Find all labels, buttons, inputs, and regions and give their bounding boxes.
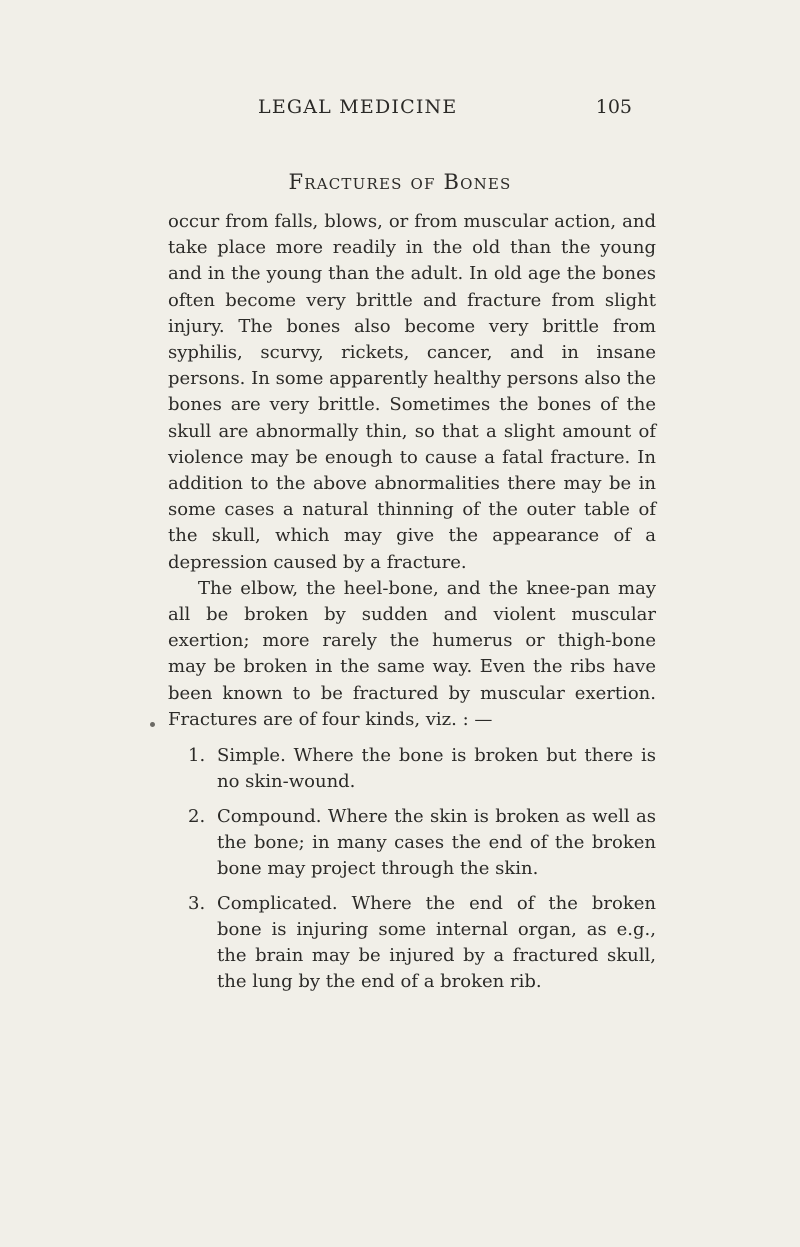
body-text [168, 209, 656, 1004]
list-item-number: 2. [188, 806, 206, 828]
list-item-number: 1. [188, 745, 206, 767]
running-title: LEGAL MEDICINE [258, 96, 458, 118]
margin-mark [150, 722, 155, 727]
section-heading: Fractures of Bones [288, 170, 512, 194]
list-item-number: 3. [188, 893, 206, 915]
list-item-text: Compound. Where the skin is broken as well as the bone; in many cases the end of the broken bone may project through the skin. [217, 806, 656, 880]
running-head [258, 96, 632, 124]
list-item [168, 891, 656, 995]
list-item-text: Complicated. Where the end of the broken bone is injuring some internal organ, as e.g., the brain may be injured by a fractured skull, the lung by the end of a broken rib. [217, 893, 656, 993]
page-number: 105 [595, 96, 632, 118]
list-item [168, 743, 656, 795]
fracture-kinds-list [168, 743, 656, 995]
paragraph-1: occur from falls, blows, or from muscular action, and take place more readily in the old than the young and in the young than the adult. In old age the bones often become very brittle and fracture from slight injury. The bones also become very brittle from syphilis, scurvy, rickets, cancer, and in insane persons. In some apparently healthy persons also the bones are very brittle. Sometimes the bones of the skull are abnormally thin, so that a slight amount of violence may be enough to cause a fatal fracture. In addition to the above abnormalities there may be in some cases a natural thinning of the outer table of the skull, which may give the appearance of a depression caused by a fracture. [168, 211, 656, 573]
list-item [168, 804, 656, 882]
paragraph-2: The elbow, the heel-bone, and the knee-pan may all be broken by sudden and violent muscular exertion; more rarely the humerus or thigh-bone may be broken in the same way. Even the ribs have been known to be fractured by muscular exertion. Fractures are of four kinds, viz. : — [168, 577, 656, 730]
list-item-text: Simple. Where the bone is broken but there is no skin-wound. [217, 745, 656, 793]
